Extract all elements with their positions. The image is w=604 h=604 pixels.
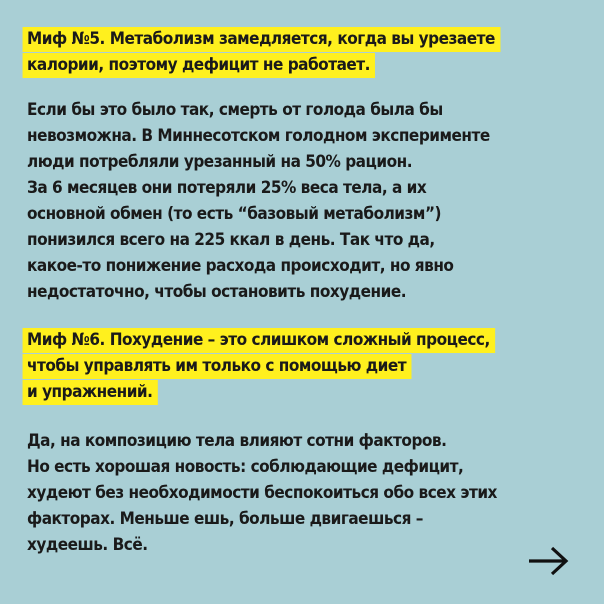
paragraph-line: люди потребляли урезанный на 50% рацион. <box>27 152 413 172</box>
myth-5-rebuttal <box>27 97 587 305</box>
paragraph-line: худеют без необходимости беспокоиться обо всех этих <box>27 483 497 503</box>
paragraph-line: какое-то понижение расхода происходит, но явно <box>27 256 454 276</box>
myth-5-line: Миф №5. Метаболизм замедляется, когда вы урезаете <box>27 26 525 52</box>
myth-5-heading <box>27 26 587 78</box>
paragraph-line: понизился всего на 225 ккал в день. Так что да, <box>27 230 435 250</box>
myth-5-line: калории, поэтому дефицит не работает. <box>27 52 525 78</box>
paragraph-line: невозможна. В Миннесотском голодном эксперименте <box>27 126 490 146</box>
paragraph-line: Да, на композицию тела влияют сотни факторов. <box>27 431 447 451</box>
paragraph-line: За 6 месяцев они потеряли 25% веса тела, а их <box>27 178 427 198</box>
paragraph-line: основной обмен (то есть “базовый метаболизм”) <box>27 204 442 224</box>
paragraph-line: Если бы это было так, смерть от голода была бы <box>27 100 443 120</box>
paragraph-line: недостаточно, чтобы остановить похудение. <box>27 282 407 302</box>
myth-6-line: Миф №6. Похудение – это слишком сложный процесс, <box>27 327 525 353</box>
arrow-right-icon[interactable] <box>527 545 571 577</box>
myth-6-line: и упражнений. <box>27 379 525 405</box>
myth-6-line: чтобы управлять им только с помощью диет <box>27 353 525 379</box>
paragraph-line: факторах. Меньше ешь, больше двигаешься – <box>27 509 423 529</box>
myth-6-rebuttal <box>27 428 587 558</box>
myth-6-heading <box>27 327 587 405</box>
paragraph-line: худеешь. Всё. <box>27 535 148 555</box>
paragraph-line: Но есть хорошая новость: соблюдающие дефицит, <box>27 457 464 477</box>
